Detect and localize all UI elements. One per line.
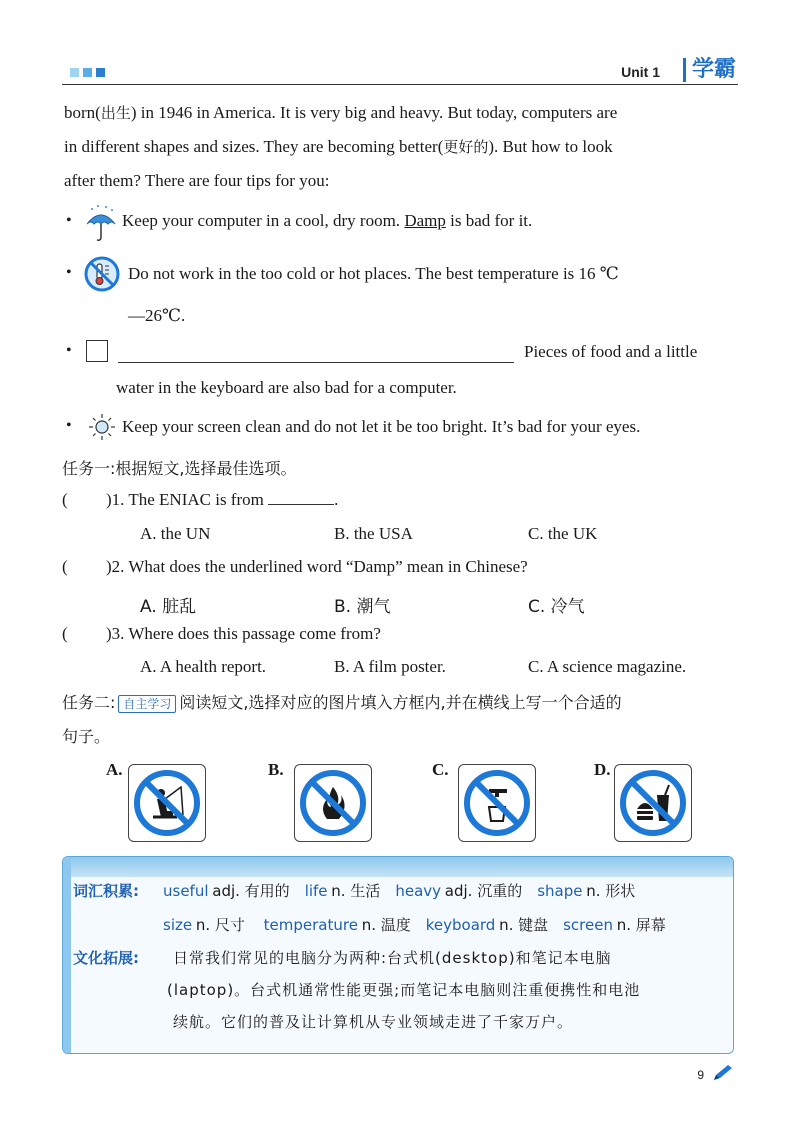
- answer-box[interactable]: [86, 340, 108, 362]
- picture-b-no-fire[interactable]: [294, 764, 372, 842]
- vocab-def: adj. 有用的: [212, 882, 290, 900]
- header-rule: [62, 84, 738, 85]
- vocab-row-1: [163, 880, 635, 901]
- picture-d-label: D.: [594, 760, 611, 779]
- passage-line-2-gloss: 更好的: [443, 138, 489, 156]
- q3-option-c[interactable]: C. A science magazine.: [528, 657, 687, 676]
- q1-option-a[interactable]: A. the UN: [140, 524, 211, 543]
- tip-1-post: is bad for it.: [445, 211, 533, 230]
- tip-3-line-2: water in the keyboard are also bad for a computer.: [116, 378, 457, 397]
- passage-line-2: [64, 130, 613, 164]
- vocab-def: n. 温度: [361, 916, 411, 934]
- passage-line-3: after them? There are four tips for you:: [64, 171, 330, 190]
- q3-option-a[interactable]: A. A health report.: [140, 657, 267, 676]
- passage-line-1-gloss: 出生: [100, 104, 131, 122]
- q1-paren[interactable]: (: [62, 490, 68, 509]
- task-2-label: 任务二:: [62, 693, 116, 712]
- brand-logo: 学霸: [683, 58, 736, 82]
- vocab-word: useful: [163, 882, 209, 900]
- tip-3-line-1: Pieces of food and a little: [524, 342, 698, 361]
- passage-line-2-text: ). But how to look: [488, 137, 613, 156]
- self-study-tag: 自主学习: [118, 695, 176, 713]
- header-dot: [96, 68, 105, 77]
- umbrella-icon: [84, 204, 118, 247]
- passage-line-1-text: born(: [64, 103, 101, 122]
- header-dot: [83, 68, 92, 77]
- task-1-title: 任务一:根据短文,选择最佳选项。: [62, 459, 297, 478]
- task-2-title: [62, 690, 622, 713]
- tip-1: [122, 211, 532, 231]
- vocab-def: adj. 沉重的: [444, 882, 523, 900]
- culture-title: 文化拓展:: [73, 949, 139, 967]
- picture-a-no-fishing[interactable]: [128, 764, 206, 842]
- q3-paren[interactable]: (: [62, 624, 68, 643]
- brightness-icon: [86, 412, 118, 447]
- q2-option-c[interactable]: C. 冷气: [528, 597, 585, 617]
- header-dot: [70, 68, 79, 77]
- vocab-def: n. 键盘: [499, 916, 549, 934]
- header-decoration: [70, 68, 105, 77]
- vocab-word: screen: [563, 916, 613, 934]
- culture-line-1: 日常我们常见的电脑分为两种:台式机(desktop)和笔记本电脑: [173, 949, 612, 967]
- picture-c-label: C.: [432, 760, 449, 779]
- q1-stem: [106, 490, 338, 510]
- q1-blank[interactable]: [268, 490, 334, 505]
- q2-option-a[interactable]: A. 脏乱: [140, 597, 197, 617]
- vocab-def: n. 屏幕: [616, 916, 666, 934]
- vocab-word: life: [304, 882, 328, 900]
- picture-d-no-food[interactable]: [614, 764, 692, 842]
- q1-option-b[interactable]: B. the USA: [334, 524, 413, 543]
- vocab-word: heavy: [395, 882, 442, 900]
- task-2-title-line-2: 句子。: [62, 727, 111, 746]
- q1-option-c[interactable]: C. the UK: [528, 524, 598, 543]
- answer-line[interactable]: [118, 362, 514, 363]
- vocab-def: n. 尺寸: [195, 916, 245, 934]
- q3-stem: )3. Where does this passage come from?: [106, 624, 381, 643]
- bullet: •: [66, 342, 72, 359]
- q2-option-b[interactable]: B. 潮气: [334, 597, 391, 617]
- panel-header-band: [63, 857, 733, 877]
- culture-line-3: 续航。它们的普及让计算机从专业领域走进了千家万户。: [173, 1013, 574, 1031]
- passage-line-2-text: in different shapes and sizes. They are becoming better(: [64, 137, 444, 156]
- culture-line-2: (laptop)。台式机通常性能更强;而笔记本电脑则注重便携性和电池: [167, 981, 641, 999]
- tip-2-line-1: Do not work in the too cold or hot places. The best temperature is 16 ℃: [128, 264, 619, 283]
- tip-4: Keep your screen clean and do not let it be too bright. It’s bad for your eyes.: [122, 417, 641, 436]
- q1-text: )1. The ENIAC is from: [106, 490, 264, 509]
- bullet: •: [66, 264, 72, 281]
- knowledge-panel: [62, 856, 734, 1054]
- task-2-instruction: 阅读短文,选择对应的图片填入方框内,并在横线上写一个合适的: [179, 693, 622, 712]
- q3-option-b[interactable]: B. A film poster.: [334, 657, 446, 676]
- tip-1-pre: Keep your computer in a cool, dry room.: [122, 211, 405, 230]
- tip-2-line-2: —26℃.: [128, 306, 186, 325]
- vocab-word: keyboard: [425, 916, 496, 934]
- passage-line-1-text: ) in 1946 in America. It is very big and heavy. But today, computers are: [130, 103, 618, 122]
- bullet: •: [66, 212, 72, 229]
- bullet: •: [66, 417, 72, 434]
- picture-c-no-drink[interactable]: [458, 764, 536, 842]
- vocab-def: n. 形状: [586, 882, 636, 900]
- page-number: 9: [697, 1068, 704, 1082]
- pen-icon: [712, 1064, 734, 1087]
- vocab-title: 词汇积累:: [73, 882, 139, 900]
- vocab-def: n. 生活: [331, 882, 381, 900]
- unit-label: Unit 1: [621, 64, 660, 80]
- passage-line-1: [64, 96, 617, 130]
- vocab-word: size: [163, 916, 193, 934]
- q2-paren[interactable]: (: [62, 557, 68, 576]
- vocab-row-2: [163, 914, 666, 935]
- damp-word: Damp: [404, 211, 446, 230]
- picture-a-label: A.: [106, 760, 123, 779]
- vocab-word: shape: [537, 882, 583, 900]
- q1-period: .: [334, 490, 339, 509]
- panel-side-band: [63, 857, 71, 1053]
- picture-b-label: B.: [268, 760, 284, 779]
- vocab-word: temperature: [263, 916, 358, 934]
- q2-stem: )2. What does the underlined word “Damp” mean in Chinese?: [106, 557, 528, 576]
- no-thermometer-icon: [84, 256, 120, 297]
